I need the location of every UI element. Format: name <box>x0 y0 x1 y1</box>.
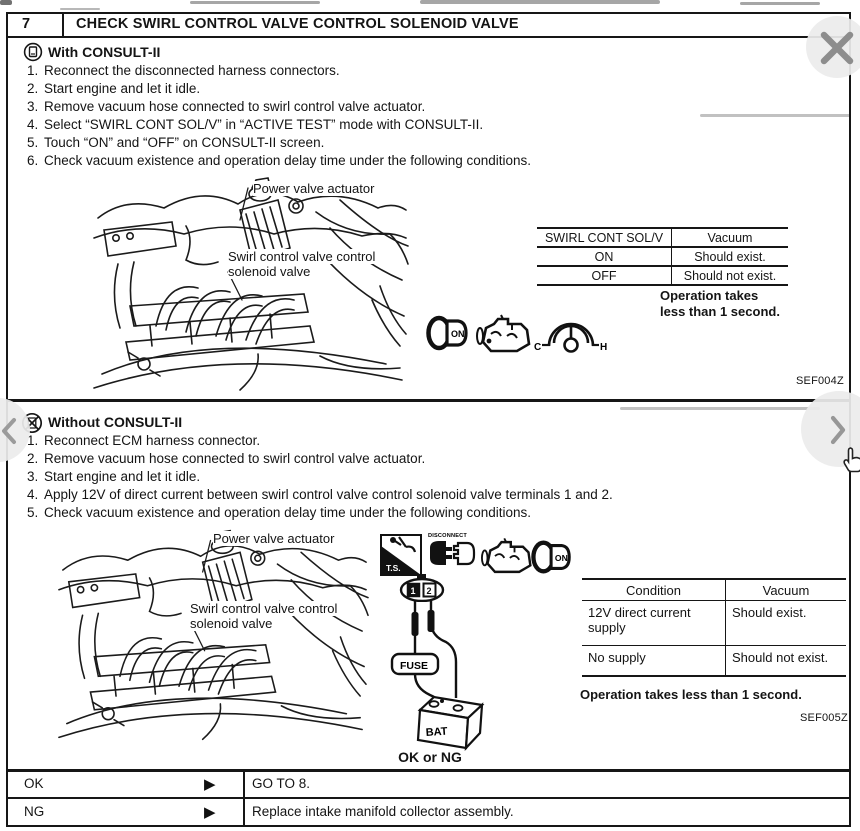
result-ok-label: OK <box>24 776 44 791</box>
operation-note-line2: less than 1 second. <box>660 304 780 319</box>
ts-label: T.S. <box>386 563 401 573</box>
ignition-key-on-icon <box>426 311 472 355</box>
step-item: 3. Start engine and let it idle. <box>42 468 842 486</box>
result-row-divider <box>8 797 851 799</box>
scan-artifact <box>190 1 320 4</box>
engine-bay-illustration <box>90 176 410 392</box>
diagram-label-swirl-valve-line2: solenoid valve <box>228 264 311 279</box>
scan-artifact <box>620 407 820 410</box>
step-item: 6. Check vacuum existence and operation delay time under the following conditions. <box>42 152 832 170</box>
figure-code-sef004z: SEF004Z <box>796 375 844 387</box>
arrow-icon: ▶ <box>204 776 216 793</box>
table-cell: No supply <box>582 646 726 677</box>
step-item: 4. Select “SWIRL CONT SOL/V” in “ACTIVE TEST” mode with CONSULT-II. <box>42 116 832 134</box>
ignition-key-on-icon <box>531 536 575 578</box>
table-cell: ON <box>537 247 672 266</box>
scan-artifact <box>60 8 100 10</box>
table-cell: Should exist. <box>726 601 847 646</box>
circuit-tester-ts-icon <box>380 534 422 576</box>
step-item: 5. Check vacuum existence and operation delay time under the following conditions. <box>42 504 842 522</box>
step-item: 2. Remove vacuum hose connected to swirl control valve actuator. <box>42 450 842 468</box>
result-ng-label: NG <box>24 804 45 819</box>
table-header-cell: SWIRL CONT SOL/V <box>537 228 672 247</box>
operation-note-line1: Operation takes <box>660 288 759 303</box>
engine-temperature-gauge-icon <box>533 320 607 356</box>
scan-artifact <box>420 0 660 4</box>
step-item: 2. Start engine and let it idle. <box>42 80 832 98</box>
diagram-label-power-valve: Power valve actuator <box>253 181 375 196</box>
consult-ii-icon <box>23 42 43 62</box>
without-consult-steps <box>20 432 842 522</box>
with-consult-steps <box>20 62 832 170</box>
table-cell: Should exist. <box>672 247 789 266</box>
section-heading-without-consult: Without CONSULT-II <box>48 414 183 430</box>
gauge-hot-label: H <box>600 342 607 353</box>
operation-note: Operation takes less than 1 second. <box>580 687 802 702</box>
table-cell: Should not exist. <box>726 646 847 677</box>
disconnect-connector-icon <box>427 531 477 576</box>
terminal-2-label: 2 <box>426 586 432 596</box>
arrow-icon: ▶ <box>204 804 216 821</box>
diagram-label-swirl-valve-line1: Swirl control valve control <box>228 249 376 264</box>
gauge-cold-label: C <box>534 342 542 353</box>
ok-or-ng-label: OK or NG <box>398 749 462 765</box>
table-cell: OFF <box>537 266 672 285</box>
table-cell: 12V direct current supply <box>582 601 726 646</box>
section-heading-with-consult: With CONSULT-II <box>48 44 161 60</box>
diagram-label-power-valve: Power valve actuator <box>213 531 335 546</box>
scan-artifact <box>0 0 12 5</box>
condition-vacuum-table <box>582 578 846 677</box>
procedure-step-number: 7 <box>22 16 31 32</box>
table-cell: Should not exist. <box>672 266 789 285</box>
disconnect-label: DISCONNECT <box>428 533 467 539</box>
hand-cursor-icon <box>843 446 860 476</box>
key-on-label: ON <box>554 552 568 563</box>
solenoid-connector-terminals-icon <box>399 574 445 602</box>
diagram-label-swirl-valve-line1: Swirl control valve control <box>190 601 338 616</box>
figure-code-sef005z: SEF005Z <box>800 712 848 724</box>
chevron-left-icon[interactable] <box>1 417 17 445</box>
close-icon[interactable] <box>820 31 854 65</box>
step-item: 4. Apply 12V of direct current between swirl control valve control solenoid valve terminals 1 and 2. <box>42 486 842 504</box>
fuse-label: FUSE <box>400 660 429 672</box>
engine-running-icon <box>476 314 534 356</box>
table-header-cell: Vacuum <box>726 579 847 601</box>
diagram-label-swirl-valve-line2: solenoid valve <box>190 616 273 631</box>
table-header-cell: Condition <box>582 579 726 601</box>
step-item: 1. Reconnect the disconnected harness connectors. <box>42 62 832 80</box>
engine-running-icon <box>481 537 535 577</box>
chevron-right-icon[interactable] <box>830 415 846 445</box>
result-table-top-rule <box>8 769 851 772</box>
procedure-title: CHECK SWIRL CONTROL VALVE CONTROL SOLENOID VALVE <box>76 16 519 32</box>
step-item: 5. Touch “ON” and “OFF” on CONSULT-II screen. <box>42 134 832 152</box>
step-item: 3. Remove vacuum hose connected to swirl control valve actuator. <box>42 98 832 116</box>
result-ok-action: GO TO 8. <box>252 776 311 791</box>
table-header-cell: Vacuum <box>672 228 789 247</box>
key-on-label: ON <box>451 329 465 339</box>
battery-label: BAT <box>425 725 448 739</box>
section-divider <box>8 399 851 402</box>
header-rule <box>8 36 851 38</box>
result-col-divider <box>243 769 245 826</box>
step-item: 1. Reconnect ECM harness connector. <box>42 432 842 450</box>
result-ng-action: Replace intake manifold collector assembly. <box>252 804 514 819</box>
scan-artifact <box>740 2 820 5</box>
test-wiring-diagram <box>390 600 490 752</box>
terminal-1-label: 1 <box>410 586 416 596</box>
swirl-sol-vacuum-table <box>537 227 788 286</box>
engine-bay-illustration <box>55 528 370 742</box>
header-cell-divider <box>62 14 64 36</box>
